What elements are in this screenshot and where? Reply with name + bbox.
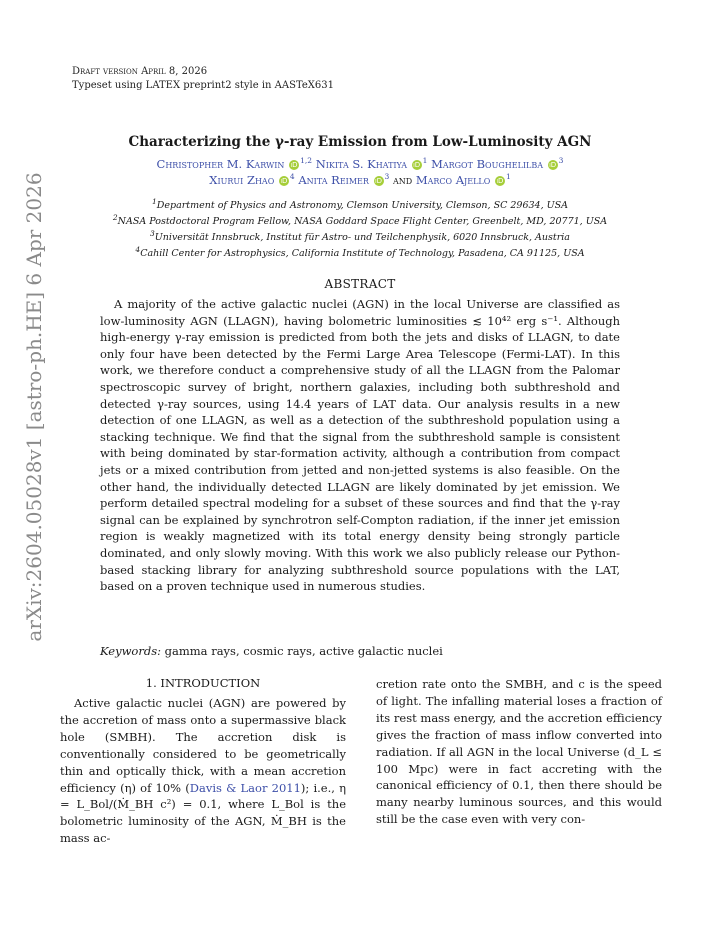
intro-right-column: cretion rate onto the SMBH, and c is the speed of light. The infalling material loses a fraction of its rest mass energy, and the accretion efficiency gives the fraction of mass inflow converted into radiation. If all AGN in the local Universe (d_L ≤ 100 Mpc) were in fact accreting with the canonical efficiency of 0.1, then there should be many nearby luminous sources, and this would still be the case even with very con- — [376, 677, 662, 827]
orcid-icon[interactable]: iD — [549, 160, 557, 169]
affiliation-2: $^2$NASA Postdoctoral Program Fellow, NASA Goddard Space Flight Center, Greenbelt, MD, 20771, USA — [112, 213, 608, 228]
author-line-1[interactable]: Christopher M. Karwin iD $^{1,2}$ Nikita S. Khatiya iD $^1$ Margot Boughelilba iD $^3$ — [156, 156, 564, 171]
orcid-icon[interactable]: iD — [280, 176, 288, 185]
abstract-text: A majority of the active galactic nuclei (AGN) in the local Universe are classified as low-luminosity AGN (LLAGN), having bolometric luminosities ≲ 10⁴² erg s⁻¹. Although high-energy γ-ray emission is predicted from both the jets and disks of LLAGN, to date only four have been detected by the Fermi Large Area Telescope (Fermi-LAT). In this work, we therefore conduct a comprehensive study of all the LLAGN from the Palomar spectroscopic survey of bright, northern galaxies, including both subthreshold and detected γ-ray sources, using 14.4 years of LAT data. Our analysis results in a new detection of one LLAGN, as well as a detection of the subthreshold population using a stacking technique. We find that the signal from the subthreshold sample is consistent with being dominated by star-formation activity, although a contribution from compact jets or a mixed contribution from jetted and non-jetted systems is also feasible. On the other hand, the individually detected LLAGN are likely dominated by jet emission. We perform detailed spectral modeling for a subset of these sources and find that the γ-ray signal can be explained by synchrotron self-Compton radiation, if the inner jet emission region is weakly magnetized with its total energy density being strongly particle dominated, and only slowly moving. With this work we also publicly release our Python-based stacking library for analyzing subthreshold source populations with the LAT, based on a proven technique used in numerous studies. — [100, 297, 620, 594]
section-heading: 1. INTRODUCTION — [145, 676, 261, 690]
paper-title: Characterizing the γ-ray Emission from Low-Luminosity AGN — [128, 134, 592, 150]
arxiv-stamp: arXiv:2604.05028v1 [astro-ph.HE] 6 Apr 2026 — [22, 172, 46, 642]
author-name[interactable]: Christopher M. Karwin — [156, 156, 285, 171]
author-name[interactable]: Nikita S. Khatiya — [315, 156, 407, 171]
and-word: and — [392, 172, 413, 187]
typeset-line: Typeset using LATEX preprint2 style in AASTeX631 — [72, 80, 334, 91]
author-name[interactable]: Marco Ajello — [415, 172, 491, 187]
keywords-label: Keywords: — [100, 644, 161, 658]
affiliation-4: $^4$Cahill Center for Astrophysics, California Institute of Technology, Pasadena, CA 91125, USA — [135, 245, 585, 260]
orcid-icon[interactable]: iD — [496, 176, 504, 185]
author-name[interactable]: Margot Boughelilba — [431, 156, 544, 171]
affiliation-1: $^1$Department of Physics and Astronomy, Clemson University, Clemson, SC 29634, USA — [151, 197, 569, 212]
orcid-icon[interactable]: iD — [375, 176, 382, 185]
abstract-heading: ABSTRACT — [324, 277, 396, 291]
author-name[interactable]: Xiurui Zhao — [209, 172, 275, 187]
orcid-icon[interactable]: iD — [290, 160, 298, 169]
orcid-icon[interactable]: iD — [413, 160, 421, 169]
intro-left-column: Active galactic nuclei (AGN) are powered by the accretion of mass onto a supermassive black hole (SMBH). The accretion disk is conventionally considered to be geometrically thin and optically thick, with a mean accretion efficiency (η) of 10% (Davis & Laor 2011); i.e., η = L_Bol/(Ṁ_BH c²) = 0.1, where L_Bol is the bolometric luminosity of the AGN, Ṁ_BH is the mass ac- — [60, 696, 347, 846]
draft-version-line: Draft version April 8, 2026 — [72, 66, 208, 77]
affiliation-3: $^3$Universität Innsbruck, Institut für Astro- und Teilchenphysik, 6020 Innsbruck, Austria — [150, 229, 570, 244]
keywords-line — [100, 644, 620, 658]
citation-link[interactable]: Davis & Laor 2011 — [189, 780, 301, 795]
author-line-2[interactable]: Xiurui Zhao iD $^4$ Anita Reimer iD $^3$ and Marco Ajello iD $^1$ — [209, 172, 511, 187]
author-name[interactable]: Anita Reimer — [298, 172, 369, 187]
keywords-list: gamma rays, cosmic rays, active galactic nuclei — [164, 644, 443, 658]
